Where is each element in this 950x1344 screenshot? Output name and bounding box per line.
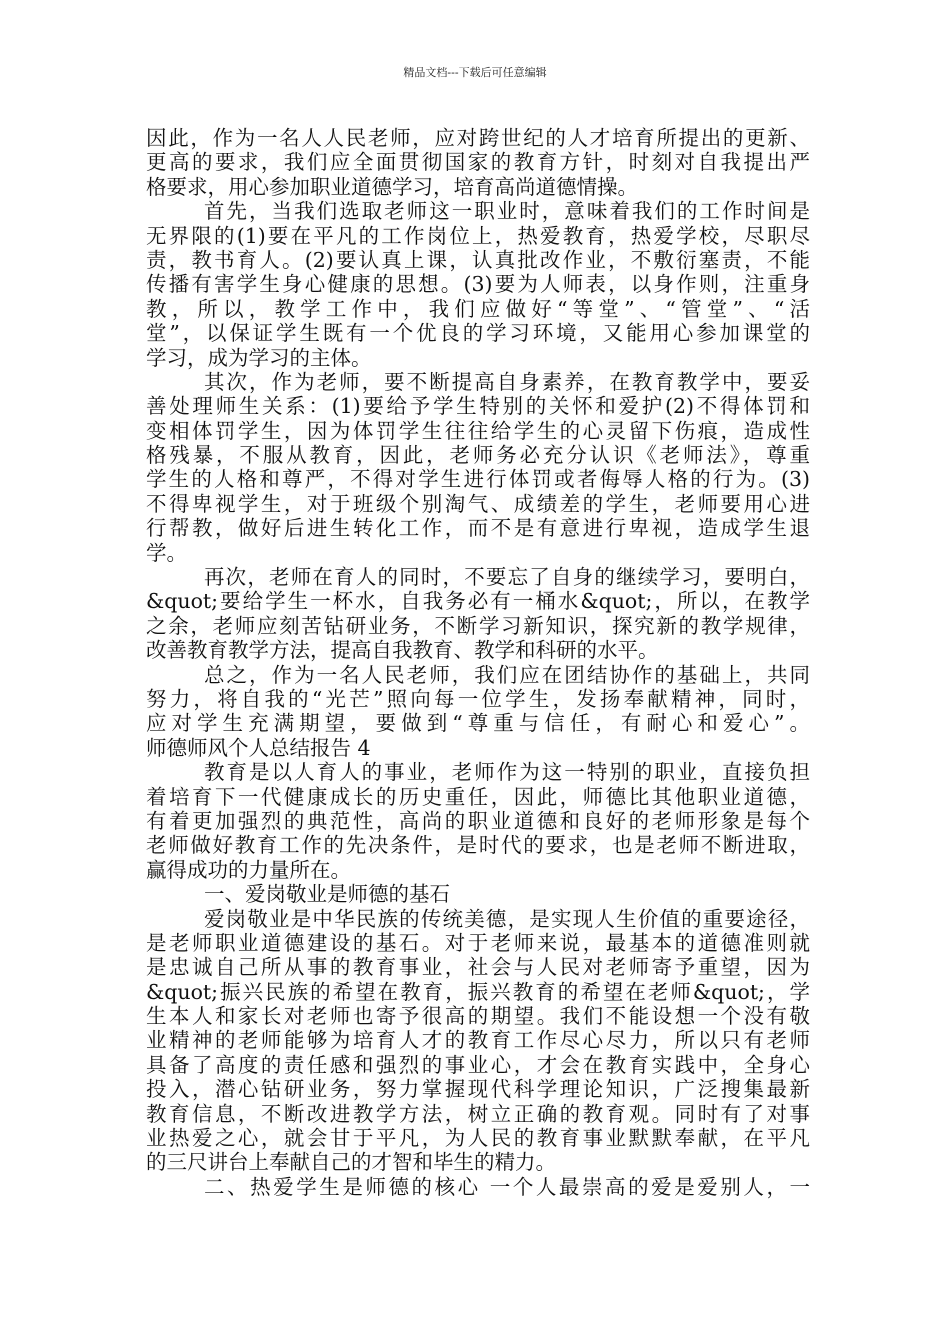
text-line: 一、爱岗敬业是师德的基石 (204, 882, 450, 907)
text-line: 学。 (146, 540, 187, 565)
text-line: 不得卑视学生，对于班级个别淘气、成绩差的学生，老师要用心进 (146, 491, 810, 516)
text-line: 是老师职业道德建设的基石。对于老师来说，最基本的道德准则就 (146, 930, 810, 955)
text-line: 教，所以，教学工作中，我们应做好“等堂”、“管堂”、“活 (146, 296, 810, 321)
text-line: 着培育下一代健康成长的历史重任，因此，师德比其他职业道德， (146, 784, 810, 809)
text-line: 教育是以人育人的事业，老师作为这一特别的职业，直接负担 (204, 760, 810, 785)
text-line: 业热爱之心，就会甘于平凡，为人民的教育事业默默奉献，在平凡 (146, 1126, 810, 1151)
text-line: 应对学生充满期望，要做到“尊重与信任，有耐心和爱心”。 (146, 711, 810, 736)
text-line: 其次，作为老师，要不断提高自身素养，在教育教学中，要妥 (204, 369, 810, 394)
text-line: &quot;要给学生一杯水，自我务必有一桶水&quot;，所以，在教学 (146, 589, 810, 614)
text-line: 生本人和家长对老师也寄予很高的期望。我们不能设想一个没有敬 (146, 1004, 810, 1029)
text-line: 再次，老师在育人的同时，不要忘了自身的继续学习，要明白， (204, 565, 810, 590)
text-line: 格要求，用心参加职业道德学习，培育高尚道德情操。 (146, 174, 638, 199)
text-line: 首先，当我们选取老师这一职业时，意味着我们的工作时间是 (204, 199, 810, 224)
text-line: 责，教书育人。(2)要认真上课，认真批改作业，不敷衍塞责，不能 (146, 247, 810, 272)
text-line: 的三尺讲台上奉献自己的才智和毕生的精力。 (146, 1150, 556, 1175)
text-line: 堂”，以保证学生既有一个优良的学习环境，又能用心参加课堂的 (146, 321, 810, 346)
text-line: 善处理师生关系：(1)要给予学生特别的关怀和爱护(2)不得体罚和 (146, 394, 810, 419)
text-line: 行帮教，做好后进生转化工作，而不是有意进行卑视，造成学生退 (146, 516, 810, 541)
text-line: 无界限的(1)要在平凡的工作岗位上，热爱教育，热爱学校，尽职尽 (146, 223, 810, 248)
text-line: 格残暴，不服从教育，因此，老师务必充分认识《老师法》，尊重 (146, 443, 810, 468)
text-line: 总之，作为一名人民老师，我们应在团结协作的基础上，共同 (204, 662, 810, 687)
text-line: &quot;振兴民族的希望在教育，振兴教育的希望在老师&quot;，学 (146, 979, 810, 1004)
text-line: 学习，成为学习的主体。 (146, 345, 372, 370)
text-line: 学生的人格和尊严，不得对学生进行体罚或者侮辱人格的行为。(3) (146, 467, 810, 492)
text-line: 二、热爱学生是师德的核心 一个人最崇高的爱是爱别人，一 (204, 1174, 810, 1199)
document-body (146, 126, 810, 1199)
text-line: 之余，老师应刻苦钻研业务，不断学习新知识，探究新的教学规律， (146, 613, 810, 638)
text-line: 因此，作为一名人人民老师，应对跨世纪的人才培育所提出的更新、 (146, 126, 810, 150)
page-header: 精品文档---下载后可任意编辑 (403, 66, 547, 79)
text-line: 变相体罚学生，因为体罚学生往往给学生的心灵留下伤痕，造成性 (146, 418, 810, 443)
text-line: 传播有害学生身心健康的思想。(3)要为人师表，以身作则，注重身 (146, 272, 810, 297)
text-line: 业精神的老师能够为培育人才的教育工作尽心尽力，所以只有老师 (146, 1028, 810, 1053)
text-line: 努力，将自我的“光芒”照向每一位学生，发扬奉献精神，同时， (146, 686, 810, 711)
text-line: 有着更加强烈的典范性，高尚的职业道德和良好的老师形象是每个 (146, 808, 810, 833)
text-line: 教育信息，不断改进教学方法，树立正确的教育观。同时有了对事 (146, 1101, 810, 1126)
text-line: 赢得成功的力量所在。 (146, 857, 351, 882)
text-line: 具备了高度的责任感和强烈的事业心，才会在教育实践中，全身心 (146, 1052, 810, 1077)
text-line: 师德师风个人总结报告 4 (146, 735, 371, 760)
text-line: 是忠诚自己所从事的教育事业，社会与人民对老师寄予重望，因为 (146, 955, 810, 980)
text-line: 老师做好教育工作的先决条件，是时代的要求，也是老师不断进取， (146, 833, 810, 858)
text-line: 投入，潜心钻研业务，努力掌握现代科学理论知识，广泛搜集最新 (146, 1077, 810, 1102)
text-line: 爱岗敬业是中华民族的传统美德，是实现人生价值的重要途径， (204, 906, 810, 931)
text-line: 改善教育教学方法，提高自我教育、教学和科研的水平。 (146, 638, 659, 663)
text-line: 更高的要求，我们应全面贯彻国家的教育方针，时刻对自我提出严 (146, 150, 810, 175)
